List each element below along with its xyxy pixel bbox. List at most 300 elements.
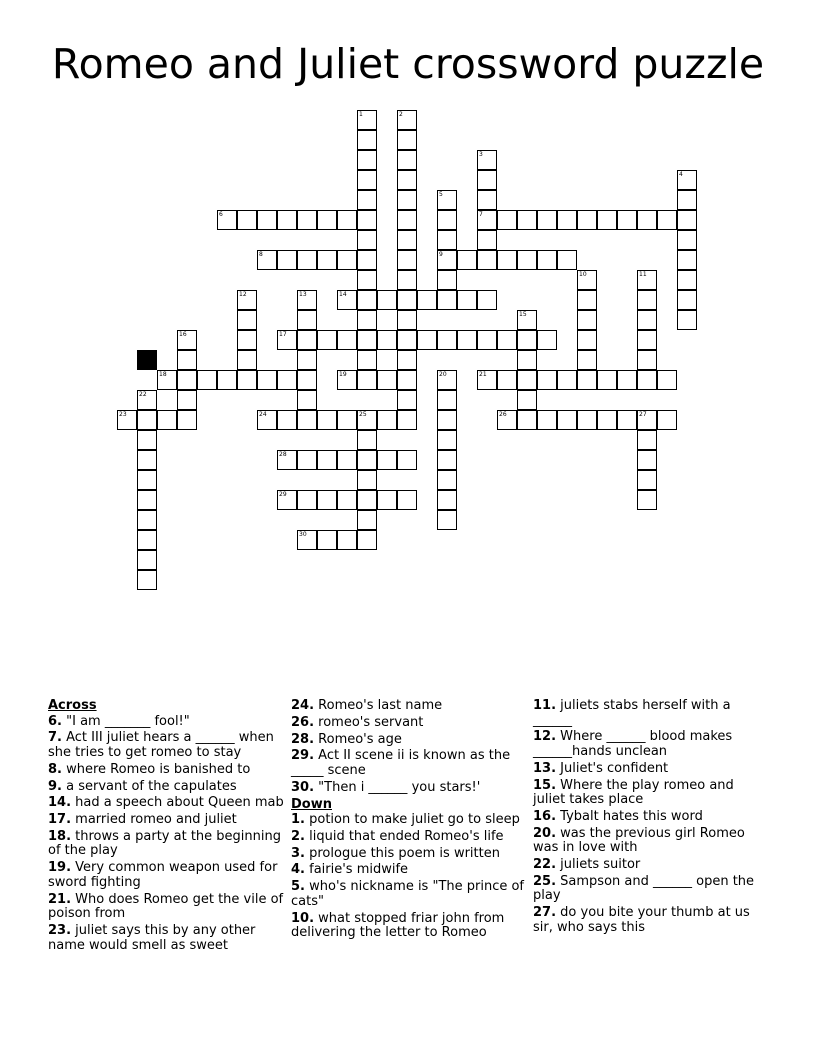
grid-cell[interactable] — [337, 210, 357, 230]
clue-text: where Romeo is banished to — [61, 761, 251, 777]
grid-cell[interactable] — [437, 270, 457, 290]
clue-number: 6 — [219, 211, 223, 218]
grid-cell[interactable] — [617, 210, 637, 230]
clue-number-label: 11. — [533, 698, 557, 713]
clue-text: throws a party at the beginning of the play — [48, 828, 281, 859]
grid-cell[interactable] — [357, 290, 377, 310]
grid-cell[interactable] — [377, 450, 397, 470]
grid-cell[interactable] — [357, 450, 377, 470]
grid-cell[interactable] — [657, 410, 677, 430]
clue-text: who's nickname is "The prince of cats" — [291, 879, 525, 909]
grid-cell[interactable] — [477, 170, 497, 190]
grid-cell[interactable] — [357, 410, 377, 430]
grid-cell[interactable] — [317, 250, 337, 270]
clue-item — [48, 796, 284, 811]
grid-cell[interactable] — [637, 370, 657, 390]
grid-cell[interactable] — [377, 410, 397, 430]
clue-item — [533, 699, 769, 728]
clue-number-label: 26. — [291, 714, 315, 730]
clue-text: Romeo's age — [314, 731, 402, 747]
grid-cell[interactable] — [357, 210, 377, 230]
grid-cell[interactable] — [537, 410, 557, 430]
grid-cell[interactable] — [357, 250, 377, 270]
clue-item — [291, 699, 527, 714]
clue-text: Sampson and ______ open the play — [533, 873, 755, 904]
grid-cell[interactable] — [317, 210, 337, 230]
grid-cell[interactable] — [137, 390, 157, 410]
clue-text: had a speech about Queen mab — [71, 795, 284, 811]
grid-cell[interactable] — [397, 170, 417, 190]
grid-cell[interactable] — [357, 510, 377, 530]
grid-cell[interactable] — [557, 250, 577, 270]
grid-cell[interactable] — [177, 370, 197, 390]
clue-number: 26 — [499, 411, 507, 418]
clue-number: 13 — [299, 291, 307, 298]
grid-cell[interactable] — [397, 410, 417, 430]
grid-cell[interactable] — [677, 190, 697, 210]
grid-cell[interactable] — [237, 370, 257, 390]
grid-cell[interactable] — [317, 450, 337, 470]
clue-number: 28 — [279, 451, 287, 458]
clue-number-label: 7. — [48, 730, 62, 746]
grid-cell[interactable] — [117, 410, 137, 430]
grid-cell[interactable] — [297, 330, 317, 350]
grid-cell[interactable] — [557, 210, 577, 230]
grid-cell[interactable] — [237, 330, 257, 350]
clue-number-label: 12. — [533, 729, 557, 745]
grid-cell[interactable] — [337, 290, 357, 310]
grid-cell[interactable] — [297, 250, 317, 270]
clue-text: do you bite your thumb at us sir, who says this — [533, 905, 750, 935]
grid-cell[interactable] — [437, 470, 457, 490]
grid-cell[interactable] — [397, 490, 417, 510]
grid-cell[interactable] — [357, 270, 377, 290]
grid-cell[interactable] — [677, 210, 697, 230]
grid-cell[interactable] — [457, 330, 477, 350]
across-heading: Across — [48, 698, 97, 713]
grid-cell[interactable] — [477, 210, 497, 230]
grid-cell[interactable] — [137, 570, 157, 590]
grid-cell[interactable] — [377, 290, 397, 310]
clue-number: 7 — [479, 211, 483, 218]
grid-cell[interactable] — [437, 490, 457, 510]
clue-item — [48, 763, 284, 778]
grid-cell[interactable] — [397, 450, 417, 470]
clue-number: 20 — [439, 371, 447, 378]
grid-cell[interactable] — [437, 410, 457, 430]
clue-number-label: 16. — [533, 808, 557, 824]
clue-number: 25 — [359, 411, 367, 418]
grid-cell[interactable] — [137, 550, 157, 570]
clue-item — [533, 858, 769, 873]
clue-text: potion to make juliet go to sleep — [304, 812, 520, 828]
grid-cell[interactable] — [137, 530, 157, 550]
clue-number: 15 — [519, 311, 527, 318]
grid-cell[interactable] — [297, 390, 317, 410]
clue-number: 12 — [239, 291, 247, 298]
grid-cell[interactable] — [237, 350, 257, 370]
clue-item — [291, 733, 527, 748]
clue-number-label: 29. — [291, 748, 315, 764]
grid-cell[interactable] — [357, 130, 377, 150]
clue-number-label: 23. — [48, 923, 72, 938]
grid-cell[interactable] — [137, 410, 157, 430]
grid-cell[interactable] — [637, 490, 657, 510]
clue-number: 27 — [639, 411, 647, 418]
grid-cell[interactable] — [537, 330, 557, 350]
clue-number: 21 — [479, 371, 487, 378]
grid-cell[interactable] — [557, 370, 577, 390]
grid-cell[interactable] — [497, 330, 517, 350]
clue-number-label: 13. — [533, 760, 557, 776]
clue-item — [291, 749, 527, 778]
grid-cell[interactable] — [317, 330, 337, 350]
grid-cell[interactable] — [677, 290, 697, 310]
grid-cell[interactable] — [677, 250, 697, 270]
clue-number-label: 15. — [533, 777, 557, 793]
clue-text: what stopped friar john from delivering the letter to Romeo — [291, 910, 505, 941]
clue-column-3 — [533, 699, 769, 938]
grid-cell[interactable] — [597, 370, 617, 390]
clue-number-label: 20. — [533, 825, 557, 841]
grid-cell[interactable] — [277, 210, 297, 230]
grid-cell[interactable] — [177, 350, 197, 370]
clue-item — [533, 875, 769, 904]
grid-cell[interactable] — [637, 410, 657, 430]
grid-cell[interactable] — [397, 330, 417, 350]
grid-cell[interactable] — [517, 210, 537, 230]
clue-number-label: 25. — [533, 873, 557, 889]
clue-item — [533, 810, 769, 825]
grid-cell[interactable] — [437, 250, 457, 270]
grid-cell[interactable] — [457, 250, 477, 270]
clue-text: Who does Romeo get the vile of poison from — [48, 891, 284, 922]
grid-cell[interactable] — [357, 490, 377, 510]
clue-item — [291, 830, 527, 845]
grid-cell[interactable] — [437, 370, 457, 390]
clue-text: "Then i ______ you stars!' — [314, 779, 481, 795]
clue-number: 11 — [639, 271, 647, 278]
clue-item — [533, 730, 769, 759]
clue-number: 17 — [279, 331, 287, 338]
grid-cell[interactable] — [397, 270, 417, 290]
grid-cell[interactable] — [657, 210, 677, 230]
grid-cell[interactable] — [517, 310, 537, 330]
grid-cell[interactable] — [177, 330, 197, 350]
grid-cell[interactable] — [357, 170, 377, 190]
grid-cell[interactable] — [357, 330, 377, 350]
grid-cell[interactable] — [517, 330, 537, 350]
clue-number-label: 30. — [291, 779, 315, 795]
clue-number: 29 — [279, 491, 287, 498]
clue-item — [48, 924, 284, 953]
grid-cell[interactable] — [397, 210, 417, 230]
grid-cell[interactable] — [577, 330, 597, 350]
clue-item — [48, 731, 284, 760]
clue-number-label: 6. — [48, 713, 62, 729]
grid-cell[interactable] — [277, 410, 297, 430]
grid-cell[interactable] — [537, 250, 557, 270]
grid-cell[interactable] — [257, 410, 277, 430]
grid-cell[interactable] — [377, 330, 397, 350]
grid-cell[interactable] — [137, 430, 157, 450]
grid-cell[interactable] — [257, 210, 277, 230]
grid-cell[interactable] — [157, 410, 177, 430]
grid-cell[interactable] — [397, 230, 417, 250]
grid-cell[interactable] — [677, 230, 697, 250]
clue-item — [291, 813, 527, 828]
grid-cell[interactable] — [397, 190, 417, 210]
grid-cell[interactable] — [437, 330, 457, 350]
grid-cell[interactable] — [517, 410, 537, 430]
grid-cell[interactable] — [397, 310, 417, 330]
clue-item — [48, 861, 284, 890]
clue-text: prologue this poem is written — [304, 845, 500, 861]
clue-item — [533, 779, 769, 808]
grid-cell[interactable] — [577, 210, 597, 230]
clue-number-label: 21. — [48, 891, 72, 907]
grid-cell[interactable] — [137, 470, 157, 490]
grid-cell[interactable] — [137, 510, 157, 530]
puzzle-title: Romeo and Juliet crossword puzzle — [51, 40, 765, 88]
clue-number-label: 3. — [291, 845, 305, 861]
grid-cell[interactable] — [457, 290, 477, 310]
clue-text: liquid that ended Romeo's life — [304, 828, 504, 844]
grid-cell[interactable] — [337, 450, 357, 470]
grid-cell[interactable] — [397, 370, 417, 390]
grid-cell[interactable] — [577, 270, 597, 290]
grid-cell[interactable] — [337, 490, 357, 510]
clue-item — [291, 716, 527, 731]
clue-column-1 — [48, 699, 284, 955]
clue-number: 4 — [679, 171, 683, 178]
clue-text: Act II scene ii is known as the _____ scene — [291, 748, 511, 778]
grid-cell[interactable] — [517, 390, 537, 410]
grid-cell[interactable] — [397, 130, 417, 150]
grid-cell[interactable] — [437, 510, 457, 530]
clue-text: Where ______ blood makes ______hands unclean — [533, 729, 733, 759]
grid-cell[interactable] — [277, 490, 297, 510]
grid-cell[interactable] — [357, 350, 377, 370]
grid-cell[interactable] — [577, 310, 597, 330]
grid-cell[interactable] — [397, 390, 417, 410]
clue-item — [291, 912, 527, 941]
clue-item — [533, 762, 769, 777]
grid-cell[interactable] — [137, 490, 157, 510]
black-square — [137, 350, 157, 370]
clue-item — [291, 863, 527, 878]
clue-number-label: 2. — [291, 828, 305, 844]
grid-cell[interactable] — [497, 210, 517, 230]
grid-cell[interactable] — [297, 410, 317, 430]
grid-cell[interactable] — [497, 410, 517, 430]
clue-item — [291, 847, 527, 862]
grid-cell[interactable] — [317, 410, 337, 430]
clue-number-label: 19. — [48, 860, 72, 876]
grid-cell[interactable] — [357, 430, 377, 450]
clue-text: juliets stabs herself with a ______ — [533, 698, 731, 728]
grid-cell[interactable] — [637, 470, 657, 490]
grid-cell[interactable] — [257, 250, 277, 270]
grid-cell[interactable] — [237, 310, 257, 330]
grid-cell[interactable] — [337, 410, 357, 430]
grid-cell[interactable] — [337, 330, 357, 350]
grid-cell[interactable] — [637, 270, 657, 290]
clue-item — [48, 715, 284, 730]
clue-text: romeo's servant — [314, 714, 424, 730]
grid-cell[interactable] — [337, 530, 357, 550]
down-heading: Down — [291, 796, 332, 812]
grid-cell[interactable] — [637, 290, 657, 310]
clue-number-label: 9. — [48, 778, 62, 794]
grid-cell[interactable] — [437, 210, 457, 230]
grid-cell[interactable] — [197, 370, 217, 390]
grid-cell[interactable] — [337, 370, 357, 390]
grid-cell[interactable] — [357, 370, 377, 390]
clue-text: a servant of the capulates — [61, 778, 237, 794]
grid-cell[interactable] — [597, 210, 617, 230]
clue-text: Juliet's confident — [556, 760, 669, 776]
grid-cell[interactable] — [317, 530, 337, 550]
grid-cell[interactable] — [377, 490, 397, 510]
grid-cell[interactable] — [677, 170, 697, 190]
clue-number-label: 22. — [533, 857, 557, 873]
grid-cell[interactable] — [437, 290, 457, 310]
grid-cell[interactable] — [377, 370, 397, 390]
grid-cell[interactable] — [297, 290, 317, 310]
clue-number: 10 — [579, 271, 587, 278]
clue-text: married romeo and juliet — [71, 812, 237, 828]
clue-number: 23 — [119, 411, 127, 418]
grid-cell[interactable] — [617, 370, 637, 390]
grid-cell[interactable] — [157, 370, 177, 390]
clue-number-label: 14. — [48, 795, 72, 811]
grid-cell[interactable] — [477, 230, 497, 250]
grid-cell[interactable] — [477, 190, 497, 210]
grid-cell[interactable] — [277, 250, 297, 270]
grid-cell[interactable] — [517, 350, 537, 370]
grid-cell[interactable] — [537, 370, 557, 390]
grid-cell[interactable] — [297, 210, 317, 230]
grid-cell[interactable] — [477, 370, 497, 390]
grid-cell[interactable] — [397, 150, 417, 170]
grid-cell[interactable] — [177, 410, 197, 430]
grid-cell[interactable] — [637, 310, 657, 330]
grid-cell[interactable] — [517, 250, 537, 270]
grid-cell[interactable] — [337, 250, 357, 270]
clue-text: juliets suitor — [556, 857, 641, 873]
grid-cell[interactable] — [237, 210, 257, 230]
grid-cell[interactable] — [297, 490, 317, 510]
clue-item — [48, 830, 284, 859]
clue-number: 19 — [339, 371, 347, 378]
grid-cell[interactable] — [397, 350, 417, 370]
grid-cell[interactable] — [277, 370, 297, 390]
clue-text: was the previous girl Romeo was in love with — [533, 825, 745, 856]
grid-cell[interactable] — [637, 350, 657, 370]
clue-number: 1 — [359, 111, 363, 118]
grid-cell[interactable] — [357, 230, 377, 250]
grid-cell[interactable] — [297, 450, 317, 470]
grid-cell[interactable] — [397, 250, 417, 270]
grid-cell[interactable] — [437, 390, 457, 410]
grid-cell[interactable] — [137, 450, 157, 470]
grid-cell[interactable] — [617, 410, 637, 430]
grid-cell[interactable] — [637, 330, 657, 350]
grid-cell[interactable] — [357, 530, 377, 550]
grid-cell[interactable] — [397, 110, 417, 130]
grid-cell[interactable] — [357, 310, 377, 330]
grid-cell[interactable] — [257, 370, 277, 390]
grid-cell[interactable] — [577, 370, 597, 390]
grid-cell[interactable] — [637, 210, 657, 230]
grid-cell[interactable] — [217, 370, 237, 390]
clue-number: 3 — [479, 151, 483, 158]
grid-cell[interactable] — [477, 290, 497, 310]
clue-number-label: 24. — [291, 698, 315, 713]
clue-number-label: 8. — [48, 761, 62, 777]
grid-cell[interactable] — [177, 390, 197, 410]
grid-cell[interactable] — [437, 450, 457, 470]
grid-cell[interactable] — [437, 230, 457, 250]
clue-number: 24 — [259, 411, 267, 418]
grid-cell[interactable] — [357, 470, 377, 490]
clue-number: 14 — [339, 291, 347, 298]
grid-cell[interactable] — [277, 450, 297, 470]
clue-text: Act III juliet hears a ______ when she tries to get romeo to stay — [48, 730, 274, 760]
grid-cell[interactable] — [217, 210, 237, 230]
grid-cell[interactable] — [497, 370, 517, 390]
grid-cell[interactable] — [357, 110, 377, 130]
grid-cell[interactable] — [517, 370, 537, 390]
clue-number: 8 — [259, 251, 263, 258]
grid-cell[interactable] — [477, 330, 497, 350]
grid-cell[interactable] — [357, 150, 377, 170]
grid-cell[interactable] — [477, 250, 497, 270]
grid-cell[interactable] — [497, 250, 517, 270]
grid-cell[interactable] — [297, 350, 317, 370]
grid-cell[interactable] — [297, 370, 317, 390]
grid-cell[interactable] — [597, 410, 617, 430]
clue-item — [291, 880, 527, 909]
grid-cell[interactable] — [657, 370, 677, 390]
grid-cell[interactable] — [317, 490, 337, 510]
grid-cell[interactable] — [577, 410, 597, 430]
grid-cell[interactable] — [577, 290, 597, 310]
grid-cell[interactable] — [357, 190, 377, 210]
grid-cell[interactable] — [677, 310, 697, 330]
clue-number-label: 18. — [48, 828, 72, 844]
grid-cell[interactable] — [417, 290, 437, 310]
clue-item — [533, 906, 769, 935]
grid-cell[interactable] — [557, 410, 577, 430]
grid-cell[interactable] — [677, 270, 697, 290]
grid-cell[interactable] — [477, 150, 497, 170]
grid-cell[interactable] — [537, 210, 557, 230]
grid-cell[interactable] — [417, 330, 437, 350]
grid-cell[interactable] — [237, 290, 257, 310]
grid-cell[interactable] — [297, 530, 317, 550]
grid-cell[interactable] — [637, 430, 657, 450]
grid-cell[interactable] — [577, 350, 597, 370]
grid-cell[interactable] — [277, 330, 297, 350]
grid-cell[interactable] — [397, 290, 417, 310]
grid-cell[interactable] — [297, 310, 317, 330]
clue-number-label: 4. — [291, 862, 305, 878]
grid-cell[interactable] — [637, 450, 657, 470]
grid-cell[interactable] — [437, 430, 457, 450]
grid-cell[interactable] — [437, 190, 457, 210]
